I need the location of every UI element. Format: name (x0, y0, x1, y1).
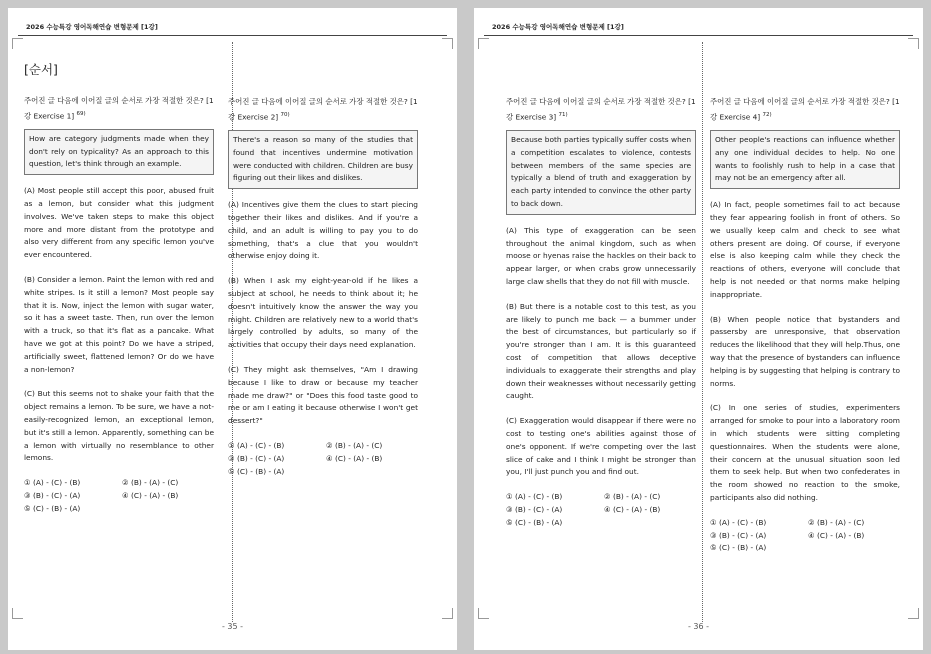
paragraph-a: (A) In fact, people sometimes fail to act because they fear appearing foolish in front of others. So we usually keep calm and check to see what others present are doing. Of course, if everyone else is also keeping calm while they check the reactions of others, everyone will conclude that help is not needed or that norms make helping inappropriate. (710, 200, 900, 299)
option-1[interactable]: ① (A) - (C) - (B) (24, 478, 81, 488)
answer-options (506, 491, 696, 529)
page-header: 2026 수능특강 영어독해연습 변형문제 [1강] (492, 23, 624, 31)
answer-options (710, 517, 900, 555)
option-5[interactable]: ⑤ (C) - (B) - (A) (24, 503, 81, 513)
header-rule (484, 35, 913, 36)
paragraph-c: (C) They might ask themselves, "Am I drawing because I like to draw or because my teacher made me draw?" or "Does this food taste good to me or am I eating it because otherwise I won't get dessert?" (228, 365, 418, 426)
answer-options (228, 440, 418, 478)
option-4[interactable]: ④ (C) - (A) - (B) (122, 490, 179, 500)
crop-mark (908, 608, 919, 619)
page-35 (8, 8, 457, 650)
page-36 (474, 8, 923, 650)
option-3[interactable]: ③ (B) - (C) - (A) (228, 453, 285, 463)
question-prompt: 주어진 글 다음에 이어질 글의 순서로 가장 적절한 것은? [1강 Exercise 2] $^{70)}$ (228, 97, 418, 122)
column-divider (702, 42, 703, 622)
crop-mark (478, 38, 489, 49)
page-number: - 36 - (687, 622, 710, 631)
option-5[interactable]: ⑤ (C) - (B) - (A) (228, 466, 285, 476)
page-header: 2026 수능특강 영어독해연습 변형문제 [1강] (26, 23, 158, 31)
crop-mark (478, 608, 489, 619)
question-block (24, 64, 214, 516)
option-2[interactable]: ② (B) - (A) - (C) (808, 517, 865, 527)
paragraph-b: (B) Consider a lemon. Paint the lemon with red and white stripes. Is it still a lemon? Most people say that it is. Now, inject the lemon with sugar water, so it has a sweet taste. Then, run over the lemon with a truck, so that it's flat as a pancake. What have we got at this point? Do we have a striped, artificially sweet, flattened lemon? Or do we have a non-lemon? (24, 275, 214, 374)
question-prompt: 주어진 글 다음에 이어질 글의 순서로 가장 적절한 것은? [1강 Exercise 4] $^{72)}$ (710, 97, 900, 122)
question-block (228, 96, 418, 478)
paragraph-a: (A) Incentives give them the clues to start piecing together their likes and dislikes. And if you're a child, and an adult is willing to pay you to do something, that's a clue that you wouldn't otherwise enjoy doing it. (228, 200, 418, 261)
crop-mark (442, 38, 453, 49)
crop-mark (12, 38, 23, 49)
crop-mark (908, 38, 919, 49)
option-4[interactable]: ④ (C) - (A) - (B) (808, 530, 865, 540)
option-4[interactable]: ④ (C) - (A) - (B) (326, 453, 383, 463)
option-1[interactable]: ① (A) - (C) - (B) (710, 517, 767, 527)
paragraph-b: (B) When people notice that bystanders and passersby are unresponsive, that observation reduces the likelihood that they will help.Thus, one way that the presence of bystanders can influence helping is by suggesting that helping is contrary to norms. (710, 314, 900, 388)
option-1[interactable]: ① (A) - (C) - (B) (228, 441, 285, 450)
header-rule (18, 35, 447, 36)
given-passage: There's a reason so many of the studies that found that incentives undermine motivation were conducted with children. Children are busy figuring out their likes and dislikes. (228, 130, 418, 189)
answer-options (24, 477, 214, 515)
page-number: - 35 - (221, 622, 244, 631)
question-prompt: 주어진 글 다음에 이어질 글의 순서로 가장 적절한 것은? [1강 Exercise 3] $^{71)}$ (506, 97, 696, 122)
given-passage: Because both parties typically suffer costs when a competition escalates to violence, contests between members of the same species are typically a blend of truth and exaggeration by each party intended to convince the other party to back down. (506, 130, 696, 215)
option-5[interactable]: ⑤ (C) - (B) - (A) (710, 543, 767, 553)
option-3[interactable]: ③ (B) - (C) - (A) (710, 530, 767, 540)
given-passage: Other people's reactions can influence whether any one individual decides to help. No one wants to foolishly rush to help in a case that may not be an emergency after all. (710, 130, 900, 189)
given-passage: How are category judgments made when they don't rely on typicality? As an approach to this question, let's think through an example. (24, 129, 214, 175)
option-5[interactable]: ⑤ (C) - (B) - (A) (506, 517, 563, 527)
paragraph-a: (A) This type of exaggeration can be seen throughout the animal kingdom, such as when moose or hyenas raise the hackles on their back to appear larger, or when crabs grow unnecessarily large claw shells that they do not fill with muscle. (506, 225, 696, 287)
option-3[interactable]: ③ (B) - (C) - (A) (506, 504, 563, 514)
option-2[interactable]: ② (B) - (A) - (C) (122, 478, 179, 488)
option-3[interactable]: ③ (B) - (C) - (A) (24, 490, 81, 500)
crop-mark (12, 608, 23, 619)
paragraph-c: (C) Exaggeration would disappear if there were no cost to testing one's abilities against those of one's opponent. If we're competing over the last slice of cake and I think I might be stronger than you, I'll just punch you and find out. (506, 416, 696, 477)
paragraph-c: (C) But this seems not to shake your faith that the object remains a lemon. To be sure, we have a not-easily-recognized lemon, an exceptional lemon, but it's still a lemon. Apparently, something can be a lemon with virtually no resemblance to other lemons. (24, 389, 214, 463)
option-2[interactable]: ② (B) - (A) - (C) (326, 441, 383, 450)
crop-mark (442, 608, 453, 619)
paragraph-b: (B) But there is a notable cost to this test, as you are likely to punch me back — a bummer under the best of circumstances, but particularly so if you're stronger than I am. It is this guaranteed cost of competition that allows deceptive individuals to exaggerate their strengths and play down their weaknesses without necessarily getting caught. (506, 301, 696, 401)
option-4[interactable]: ④ (C) - (A) - (B) (604, 504, 661, 514)
section-title: [순서] (24, 62, 58, 77)
paragraph-c: (C) In one series of studies, experimenters arranged for smoke to pour into a laboratory room in which students were sitting completing questionnaires. When the students were alone, their concern at the unusual situation soon led them to seek help. But when two confederates in the room showed no reaction to the smoke, participants also did nothing. (710, 403, 900, 502)
question-prompt: 주어진 글 다음에 이어질 글의 순서로 가장 적절한 것은? [1강 Exercise 1] $^{69)}$ (24, 95, 214, 121)
question-block (506, 96, 696, 530)
question-block (710, 96, 900, 555)
option-2[interactable]: ② (B) - (A) - (C) (604, 492, 661, 502)
paragraph-a: (A) Most people still accept this poor, abused fruit as a lemon, but consider what this judgment involves. We've taken steps to make this object more and more distant from the prototype and also very different from any specific lemon you've ever encountered. (24, 186, 214, 260)
paragraph-b: (B) When I ask my eight-year-old if he likes a subject at school, he needs to think about it; he doesn't intuitively know the answer the way you might. Children are relatively new to a world that's largely controlled by adults, so many of the activities that occupy their days need explanation. (228, 276, 418, 350)
option-1[interactable]: ① (A) - (C) - (B) (506, 492, 563, 502)
